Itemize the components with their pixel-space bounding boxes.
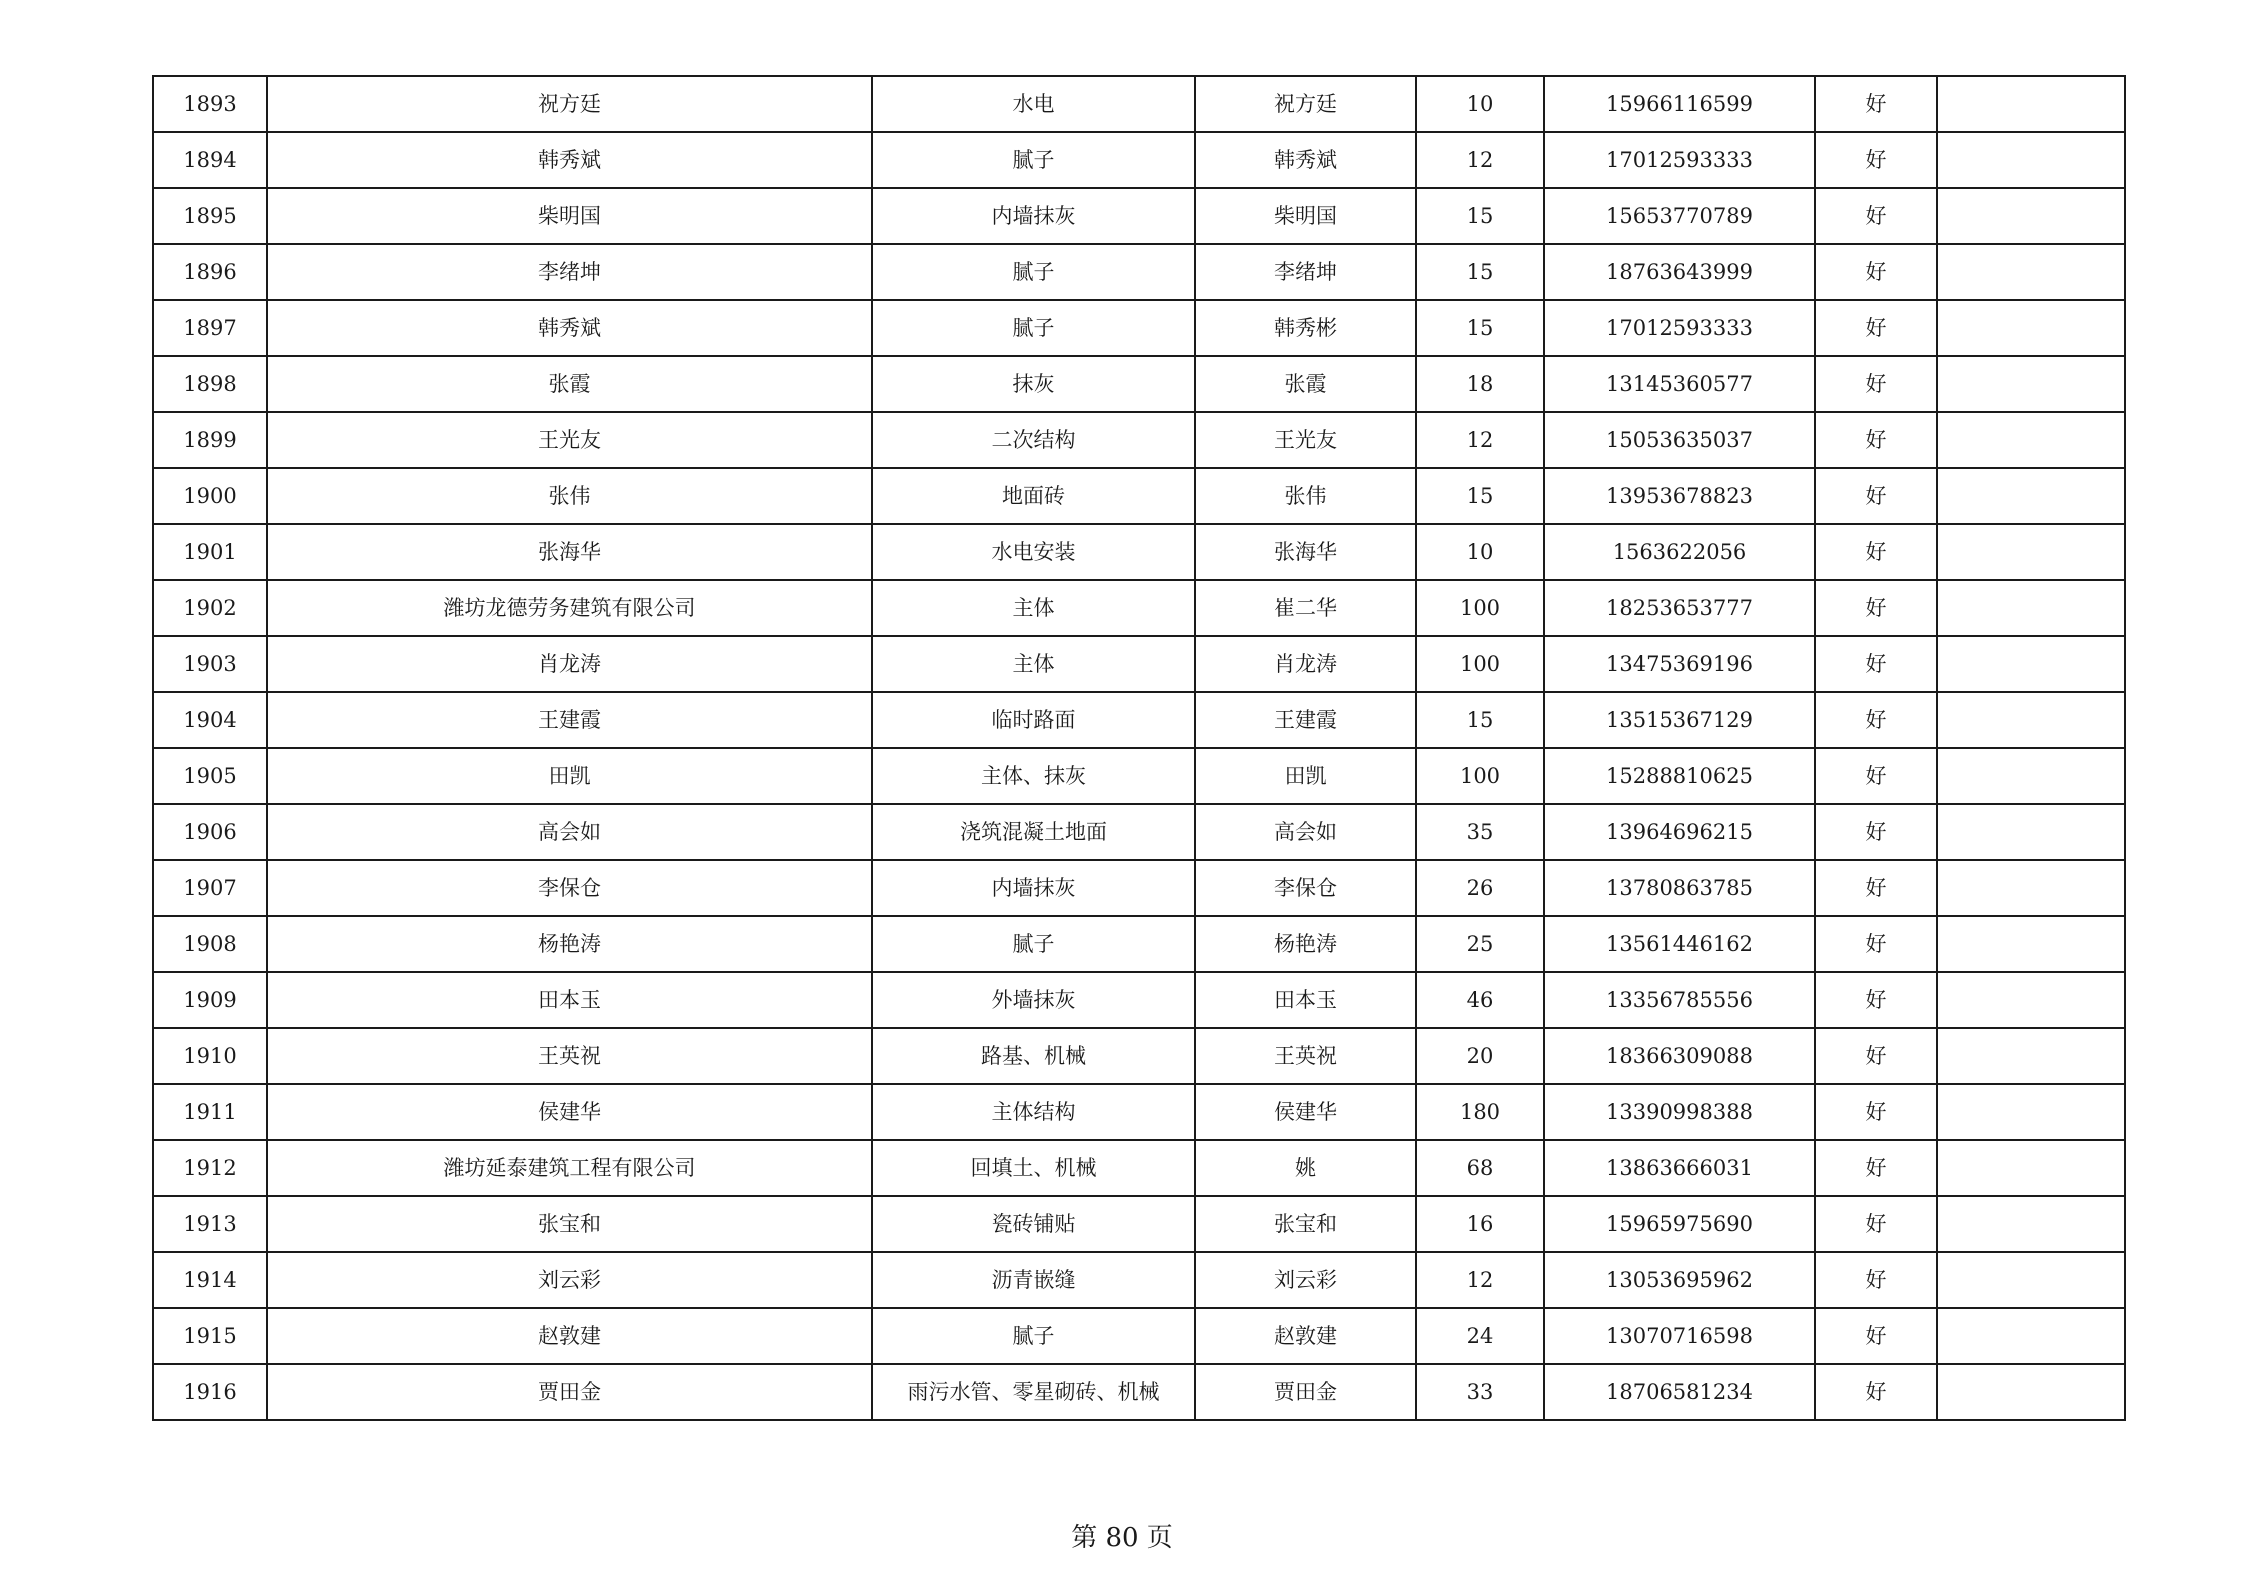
serial-cell: 1901: [153, 524, 267, 580]
table-row: [153, 468, 2125, 524]
contact-person-cell: 张海华: [1195, 524, 1416, 580]
serial-cell: 1903: [153, 636, 267, 692]
remarks-cell: [1937, 356, 2125, 412]
work-type-cell: 腻子: [872, 132, 1195, 188]
contact-person-cell: 杨艳涛: [1195, 916, 1416, 972]
phone-cell: 13145360577: [1544, 356, 1815, 412]
contact-person-cell: 王光友: [1195, 412, 1416, 468]
unit-name-cell: 刘云彩: [267, 1252, 872, 1308]
phone-cell: 1563622056: [1544, 524, 1815, 580]
headcount-cell: 25: [1416, 916, 1544, 972]
serial-cell: 1902: [153, 580, 267, 636]
work-type-cell: 瓷砖铺贴: [872, 1196, 1195, 1252]
rating-cell: 好: [1815, 804, 1937, 860]
serial-cell: 1899: [153, 412, 267, 468]
headcount-cell: 100: [1416, 636, 1544, 692]
remarks-cell: [1937, 1140, 2125, 1196]
remarks-cell: [1937, 1084, 2125, 1140]
remarks-cell: [1937, 300, 2125, 356]
serial-cell: 1907: [153, 860, 267, 916]
headcount-cell: 20: [1416, 1028, 1544, 1084]
phone-cell: 17012593333: [1544, 300, 1815, 356]
headcount-cell: 26: [1416, 860, 1544, 916]
work-type-cell: 主体结构: [872, 1084, 1195, 1140]
contact-person-cell: 崔二华: [1195, 580, 1416, 636]
remarks-cell: [1937, 244, 2125, 300]
remarks-cell: [1937, 804, 2125, 860]
table-row: [153, 188, 2125, 244]
work-type-cell: 水电安装: [872, 524, 1195, 580]
headcount-cell: 100: [1416, 580, 1544, 636]
remarks-cell: [1937, 132, 2125, 188]
table-row: [153, 636, 2125, 692]
table-row: [153, 1252, 2125, 1308]
work-type-cell: 腻子: [872, 916, 1195, 972]
unit-name-cell: 李保仓: [267, 860, 872, 916]
work-type-cell: 雨污水管、零星砌砖、机械: [872, 1364, 1195, 1420]
work-type-cell: 回填土、机械: [872, 1140, 1195, 1196]
serial-cell: 1905: [153, 748, 267, 804]
headcount-cell: 68: [1416, 1140, 1544, 1196]
table-row: [153, 412, 2125, 468]
rating-cell: 好: [1815, 76, 1937, 132]
rating-cell: 好: [1815, 524, 1937, 580]
contact-person-cell: 田凯: [1195, 748, 1416, 804]
serial-cell: 1897: [153, 300, 267, 356]
contact-person-cell: 田本玉: [1195, 972, 1416, 1028]
work-type-cell: 主体: [872, 636, 1195, 692]
table-row: [153, 1028, 2125, 1084]
table-row: [153, 748, 2125, 804]
rating-cell: 好: [1815, 244, 1937, 300]
remarks-cell: [1937, 1196, 2125, 1252]
remarks-cell: [1937, 76, 2125, 132]
unit-name-cell: 祝方廷: [267, 76, 872, 132]
rating-cell: 好: [1815, 132, 1937, 188]
phone-cell: 15965975690: [1544, 1196, 1815, 1252]
serial-cell: 1900: [153, 468, 267, 524]
contact-person-cell: 高会如: [1195, 804, 1416, 860]
phone-cell: 15053635037: [1544, 412, 1815, 468]
table-row: [153, 1308, 2125, 1364]
contact-person-cell: 王建霞: [1195, 692, 1416, 748]
headcount-cell: 16: [1416, 1196, 1544, 1252]
work-type-cell: 沥青嵌缝: [872, 1252, 1195, 1308]
phone-cell: 17012593333: [1544, 132, 1815, 188]
unit-name-cell: 肖龙涛: [267, 636, 872, 692]
contact-person-cell: 刘云彩: [1195, 1252, 1416, 1308]
phone-cell: 13953678823: [1544, 468, 1815, 524]
contact-person-cell: 肖龙涛: [1195, 636, 1416, 692]
remarks-cell: [1937, 916, 2125, 972]
table-row: [153, 972, 2125, 1028]
table-row: [153, 804, 2125, 860]
rating-cell: 好: [1815, 1140, 1937, 1196]
remarks-cell: [1937, 1252, 2125, 1308]
contact-person-cell: 李保仓: [1195, 860, 1416, 916]
table-row: [153, 692, 2125, 748]
headcount-cell: 12: [1416, 1252, 1544, 1308]
rating-cell: 好: [1815, 1028, 1937, 1084]
contact-person-cell: 韩秀斌: [1195, 132, 1416, 188]
headcount-cell: 10: [1416, 76, 1544, 132]
rating-cell: 好: [1815, 916, 1937, 972]
table-row: [153, 1196, 2125, 1252]
rating-cell: 好: [1815, 1364, 1937, 1420]
headcount-cell: 18: [1416, 356, 1544, 412]
work-type-cell: 内墙抹灰: [872, 188, 1195, 244]
headcount-cell: 10: [1416, 524, 1544, 580]
phone-cell: 13475369196: [1544, 636, 1815, 692]
headcount-cell: 15: [1416, 300, 1544, 356]
rating-cell: 好: [1815, 860, 1937, 916]
unit-name-cell: 王英祝: [267, 1028, 872, 1084]
headcount-cell: 15: [1416, 244, 1544, 300]
phone-cell: 15653770789: [1544, 188, 1815, 244]
work-type-cell: 路基、机械: [872, 1028, 1195, 1084]
unit-name-cell: 张海华: [267, 524, 872, 580]
serial-cell: 1912: [153, 1140, 267, 1196]
phone-cell: 13070716598: [1544, 1308, 1815, 1364]
remarks-cell: [1937, 1364, 2125, 1420]
table-row: [153, 76, 2125, 132]
rating-cell: 好: [1815, 972, 1937, 1028]
phone-cell: 18366309088: [1544, 1028, 1815, 1084]
serial-cell: 1910: [153, 1028, 267, 1084]
rating-cell: 好: [1815, 468, 1937, 524]
serial-cell: 1915: [153, 1308, 267, 1364]
unit-name-cell: 韩秀斌: [267, 300, 872, 356]
serial-cell: 1908: [153, 916, 267, 972]
remarks-cell: [1937, 188, 2125, 244]
phone-cell: 13863666031: [1544, 1140, 1815, 1196]
contact-person-cell: 张霞: [1195, 356, 1416, 412]
unit-name-cell: 潍坊龙德劳务建筑有限公司: [267, 580, 872, 636]
remarks-cell: [1937, 580, 2125, 636]
table-row: [153, 300, 2125, 356]
phone-cell: 13780863785: [1544, 860, 1815, 916]
remarks-cell: [1937, 860, 2125, 916]
table-row: [153, 860, 2125, 916]
table-row: [153, 356, 2125, 412]
rating-cell: 好: [1815, 356, 1937, 412]
serial-cell: 1906: [153, 804, 267, 860]
work-type-cell: 主体: [872, 580, 1195, 636]
unit-name-cell: 高会如: [267, 804, 872, 860]
serial-cell: 1911: [153, 1084, 267, 1140]
rating-cell: 好: [1815, 636, 1937, 692]
unit-name-cell: 田凯: [267, 748, 872, 804]
headcount-cell: 35: [1416, 804, 1544, 860]
serial-cell: 1904: [153, 692, 267, 748]
table-row: [153, 1140, 2125, 1196]
unit-name-cell: 韩秀斌: [267, 132, 872, 188]
unit-name-cell: 侯建华: [267, 1084, 872, 1140]
headcount-cell: 24: [1416, 1308, 1544, 1364]
unit-name-cell: 潍坊延泰建筑工程有限公司: [267, 1140, 872, 1196]
remarks-cell: [1937, 1028, 2125, 1084]
phone-cell: 18763643999: [1544, 244, 1815, 300]
contact-person-cell: 姚: [1195, 1140, 1416, 1196]
serial-cell: 1914: [153, 1252, 267, 1308]
rating-cell: 好: [1815, 1196, 1937, 1252]
contact-person-cell: 张伟: [1195, 468, 1416, 524]
unit-name-cell: 贾田金: [267, 1364, 872, 1420]
rating-cell: 好: [1815, 1252, 1937, 1308]
table-row: [153, 580, 2125, 636]
work-type-cell: 二次结构: [872, 412, 1195, 468]
rating-cell: 好: [1815, 1084, 1937, 1140]
contact-person-cell: 李绪坤: [1195, 244, 1416, 300]
work-type-cell: 腻子: [872, 244, 1195, 300]
table-row: [153, 132, 2125, 188]
phone-cell: 13515367129: [1544, 692, 1815, 748]
phone-cell: 18253653777: [1544, 580, 1815, 636]
serial-cell: 1893: [153, 76, 267, 132]
unit-name-cell: 田本玉: [267, 972, 872, 1028]
work-type-cell: 内墙抹灰: [872, 860, 1195, 916]
rating-cell: 好: [1815, 692, 1937, 748]
serial-cell: 1909: [153, 972, 267, 1028]
remarks-cell: [1937, 692, 2125, 748]
unit-name-cell: 杨艳涛: [267, 916, 872, 972]
table-row: [153, 916, 2125, 972]
phone-cell: 13964696215: [1544, 804, 1815, 860]
contact-person-cell: 王英祝: [1195, 1028, 1416, 1084]
serial-cell: 1894: [153, 132, 267, 188]
headcount-cell: 180: [1416, 1084, 1544, 1140]
work-type-cell: 浇筑混凝土地面: [872, 804, 1195, 860]
work-type-cell: 主体、抹灰: [872, 748, 1195, 804]
unit-name-cell: 柴明国: [267, 188, 872, 244]
serial-cell: 1913: [153, 1196, 267, 1252]
table-row: [153, 244, 2125, 300]
rating-cell: 好: [1815, 580, 1937, 636]
unit-name-cell: 张伟: [267, 468, 872, 524]
work-type-cell: 抹灰: [872, 356, 1195, 412]
headcount-cell: 15: [1416, 188, 1544, 244]
work-type-cell: 水电: [872, 76, 1195, 132]
phone-cell: 15966116599: [1544, 76, 1815, 132]
phone-cell: 15288810625: [1544, 748, 1815, 804]
unit-name-cell: 赵敦建: [267, 1308, 872, 1364]
contact-person-cell: 祝方廷: [1195, 76, 1416, 132]
headcount-cell: 100: [1416, 748, 1544, 804]
phone-cell: 18706581234: [1544, 1364, 1815, 1420]
rating-cell: 好: [1815, 300, 1937, 356]
table-body: [153, 76, 2125, 1420]
headcount-cell: 12: [1416, 132, 1544, 188]
contact-person-cell: 赵敦建: [1195, 1308, 1416, 1364]
work-type-cell: 腻子: [872, 1308, 1195, 1364]
contact-person-cell: 侯建华: [1195, 1084, 1416, 1140]
table-row: [153, 1084, 2125, 1140]
work-type-cell: 临时路面: [872, 692, 1195, 748]
rating-cell: 好: [1815, 1308, 1937, 1364]
headcount-cell: 33: [1416, 1364, 1544, 1420]
phone-cell: 13561446162: [1544, 916, 1815, 972]
serial-cell: 1896: [153, 244, 267, 300]
phone-cell: 13356785556: [1544, 972, 1815, 1028]
contact-person-cell: 韩秀彬: [1195, 300, 1416, 356]
remarks-cell: [1937, 468, 2125, 524]
serial-cell: 1898: [153, 356, 267, 412]
page-number: 第 80 页: [1071, 1523, 1173, 1553]
remarks-cell: [1937, 412, 2125, 468]
remarks-cell: [1937, 1308, 2125, 1364]
remarks-cell: [1937, 748, 2125, 804]
rating-cell: 好: [1815, 748, 1937, 804]
headcount-cell: 46: [1416, 972, 1544, 1028]
table-row: [153, 1364, 2125, 1420]
work-type-cell: 腻子: [872, 300, 1195, 356]
unit-name-cell: 张霞: [267, 356, 872, 412]
rating-cell: 好: [1815, 188, 1937, 244]
unit-name-cell: 张宝和: [267, 1196, 872, 1252]
contact-person-cell: 贾田金: [1195, 1364, 1416, 1420]
serial-cell: 1895: [153, 188, 267, 244]
phone-cell: 13053695962: [1544, 1252, 1815, 1308]
phone-cell: 13390998388: [1544, 1084, 1815, 1140]
unit-name-cell: 王建霞: [267, 692, 872, 748]
contact-person-cell: 张宝和: [1195, 1196, 1416, 1252]
remarks-cell: [1937, 636, 2125, 692]
rating-cell: 好: [1815, 412, 1937, 468]
headcount-cell: 12: [1416, 412, 1544, 468]
headcount-cell: 15: [1416, 692, 1544, 748]
remarks-cell: [1937, 972, 2125, 1028]
contact-person-cell: 柴明国: [1195, 188, 1416, 244]
unit-name-cell: 王光友: [267, 412, 872, 468]
serial-cell: 1916: [153, 1364, 267, 1420]
headcount-cell: 15: [1416, 468, 1544, 524]
work-type-cell: 外墙抹灰: [872, 972, 1195, 1028]
remarks-cell: [1937, 524, 2125, 580]
roster-table: [152, 75, 2126, 1421]
unit-name-cell: 李绪坤: [267, 244, 872, 300]
table-row: [153, 524, 2125, 580]
work-type-cell: 地面砖: [872, 468, 1195, 524]
